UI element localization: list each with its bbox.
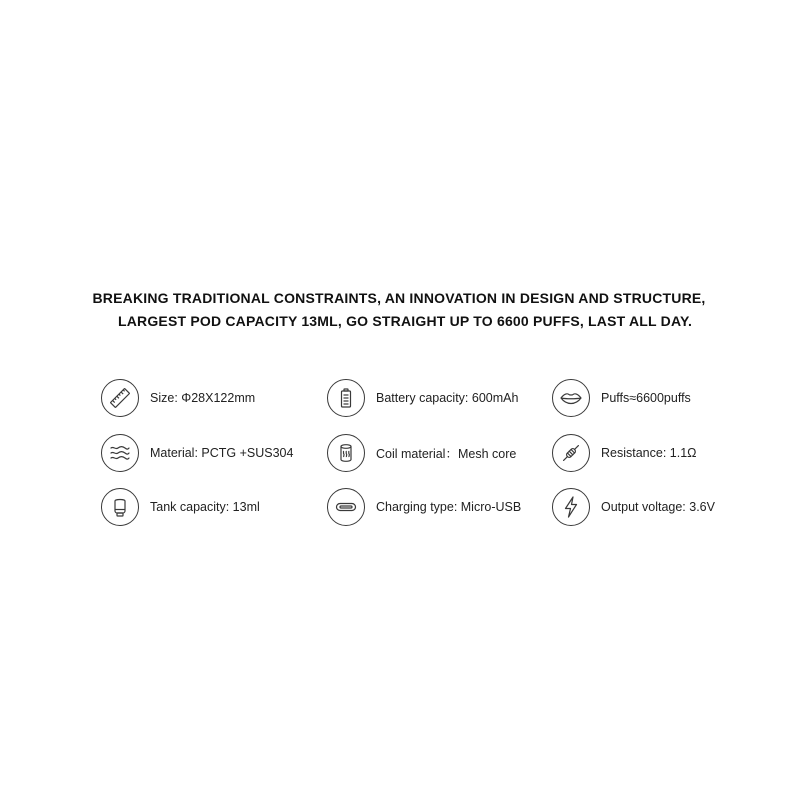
spec-material-label: Material: PCTG +SUS304	[150, 446, 294, 460]
headline	[0, 287, 800, 333]
headline-line-1: BREAKING TRADITIONAL CONSTRAINTS, AN INNOVATION IN DESIGN AND STRUCTURE,	[92, 290, 706, 306]
spec-tank	[101, 487, 260, 527]
spec-size-label: Size: Φ28X122mm	[150, 391, 256, 405]
spec-voltage	[552, 487, 715, 527]
usb-port-icon	[327, 488, 365, 526]
spec-puffs	[552, 378, 691, 418]
spec-charging	[327, 487, 521, 527]
resistor-icon	[552, 434, 590, 472]
spec-coil	[327, 433, 516, 473]
spec-resistance	[552, 433, 697, 473]
spec-material	[101, 433, 293, 473]
spec-tank-label: Tank capacity: 13ml	[150, 500, 260, 514]
spec-size	[101, 378, 255, 418]
spec-battery-label: Battery capacity: 600mAh	[376, 391, 519, 405]
coil-icon	[327, 434, 365, 472]
spec-coil-label: Coil material：Mesh core	[376, 447, 517, 461]
lips-icon	[552, 379, 590, 417]
spec-puffs-label: Puffs≈6600puffs	[601, 391, 691, 405]
battery-icon	[327, 379, 365, 417]
spec-resistance-label: Resistance: 1.1Ω	[601, 446, 697, 460]
spec-charging-label: Charging type: Micro-USB	[376, 500, 522, 514]
spec-voltage-label: Output voltage: 3.6V	[601, 500, 715, 514]
tank-icon	[101, 488, 139, 526]
ruler-icon	[101, 379, 139, 417]
headline-line-2: LARGEST POD CAPACITY 13ML, GO STRAIGHT UP TO 6600 PUFFS, LAST ALL DAY.	[117, 313, 693, 329]
waves-icon	[101, 434, 139, 472]
lightning-icon	[552, 488, 590, 526]
spec-battery	[327, 378, 518, 418]
